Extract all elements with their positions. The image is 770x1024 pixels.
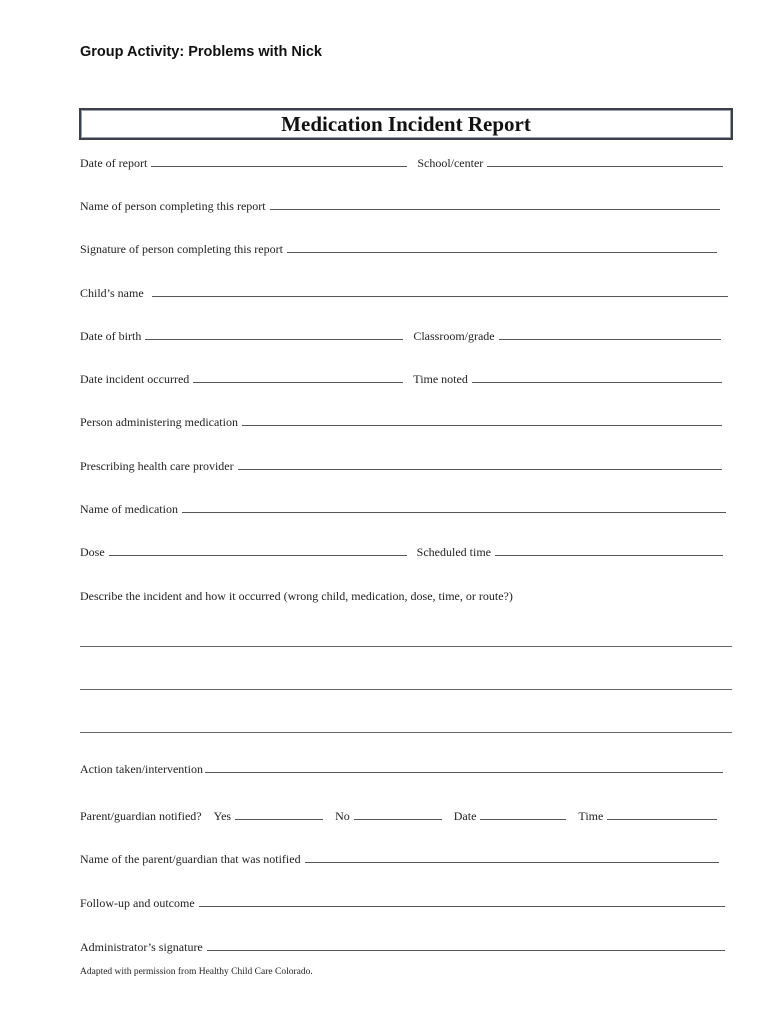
person-administering-field[interactable] bbox=[242, 425, 722, 426]
row-date-incident-time bbox=[80, 368, 722, 386]
date-incident-label: Date incident occurred bbox=[80, 372, 190, 386]
dose-field[interactable] bbox=[109, 555, 407, 556]
name-of-medication-field[interactable] bbox=[182, 512, 726, 513]
date-incident-field[interactable] bbox=[193, 382, 403, 383]
parent-name-label: Name of the parent/guardian that was notified bbox=[80, 852, 301, 866]
describe-line-3[interactable] bbox=[80, 732, 732, 733]
action-taken-label: Action taken/intervention bbox=[80, 762, 203, 776]
date-label: Date bbox=[453, 809, 477, 823]
row-name-of-medication bbox=[80, 498, 726, 516]
date-of-birth-label: Date of birth bbox=[80, 329, 142, 343]
no-label: No bbox=[335, 809, 350, 823]
footer-credit: Adapted with permission from Healthy Child Care Colorado. bbox=[80, 967, 313, 977]
row-action-taken bbox=[80, 758, 723, 776]
yes-label: Yes bbox=[213, 809, 232, 823]
parent-name-field[interactable] bbox=[305, 862, 719, 863]
date-of-birth-field[interactable] bbox=[145, 339, 403, 340]
name-completing-label: Name of person completing this report bbox=[80, 199, 266, 213]
row-name-completing bbox=[80, 195, 720, 213]
name-completing-field[interactable] bbox=[270, 209, 720, 210]
dose-label: Dose bbox=[80, 545, 105, 559]
signature-completing-label: Signature of person completing this report bbox=[80, 242, 283, 256]
childs-name-field[interactable] bbox=[152, 296, 728, 297]
notified-date-field[interactable] bbox=[480, 819, 566, 820]
row-describe-incident bbox=[80, 585, 513, 603]
time-noted-field[interactable] bbox=[472, 382, 722, 383]
row-follow-up bbox=[80, 892, 725, 910]
time-label: Time bbox=[578, 809, 604, 823]
follow-up-label: Follow-up and outcome bbox=[80, 896, 195, 910]
row-childs-name bbox=[80, 282, 728, 300]
row-signature-completing bbox=[80, 238, 717, 256]
describe-line-1[interactable] bbox=[80, 646, 732, 647]
activity-heading: Group Activity: Problems with Nick bbox=[80, 44, 322, 60]
classroom-grade-field[interactable] bbox=[499, 339, 721, 340]
classroom-grade-label: Classroom/grade bbox=[413, 329, 495, 343]
date-of-report-label: Date of report bbox=[80, 156, 148, 170]
describe-incident-label: Describe the incident and how it occurred (wrong child, medication, dose, time, or route?) bbox=[80, 589, 513, 603]
row-parent-notified bbox=[80, 805, 717, 823]
childs-name-label: Child’s name bbox=[80, 286, 144, 300]
form-title: Medication Incident Report bbox=[79, 108, 733, 140]
scheduled-time-field[interactable] bbox=[495, 555, 723, 556]
row-dose-scheduled bbox=[80, 541, 723, 559]
parent-notified-label: Parent/guardian notified? bbox=[80, 809, 202, 823]
row-admin-signature bbox=[80, 936, 725, 954]
name-of-medication-label: Name of medication bbox=[80, 502, 178, 516]
date-of-report-field[interactable] bbox=[151, 166, 407, 167]
row-prescribing-provider bbox=[80, 455, 722, 473]
action-taken-field[interactable] bbox=[205, 772, 723, 773]
school-center-label: School/center bbox=[417, 156, 484, 170]
row-date-school bbox=[80, 152, 723, 170]
row-dob-classroom bbox=[80, 325, 721, 343]
person-administering-label: Person administering medication bbox=[80, 415, 238, 429]
yes-field[interactable] bbox=[235, 819, 323, 820]
row-parent-name bbox=[80, 848, 719, 866]
signature-completing-field[interactable] bbox=[287, 252, 717, 253]
admin-signature-label: Administrator’s signature bbox=[80, 940, 203, 954]
row-person-administering bbox=[80, 411, 722, 429]
no-field[interactable] bbox=[354, 819, 442, 820]
prescribing-provider-label: Prescribing health care provider bbox=[80, 459, 234, 473]
describe-line-2[interactable] bbox=[80, 689, 732, 690]
admin-signature-field[interactable] bbox=[207, 950, 725, 951]
time-noted-label: Time noted bbox=[413, 372, 468, 386]
prescribing-provider-field[interactable] bbox=[238, 469, 722, 470]
scheduled-time-label: Scheduled time bbox=[416, 545, 491, 559]
follow-up-field[interactable] bbox=[199, 906, 725, 907]
school-center-field[interactable] bbox=[487, 166, 723, 167]
notified-time-field[interactable] bbox=[607, 819, 717, 820]
